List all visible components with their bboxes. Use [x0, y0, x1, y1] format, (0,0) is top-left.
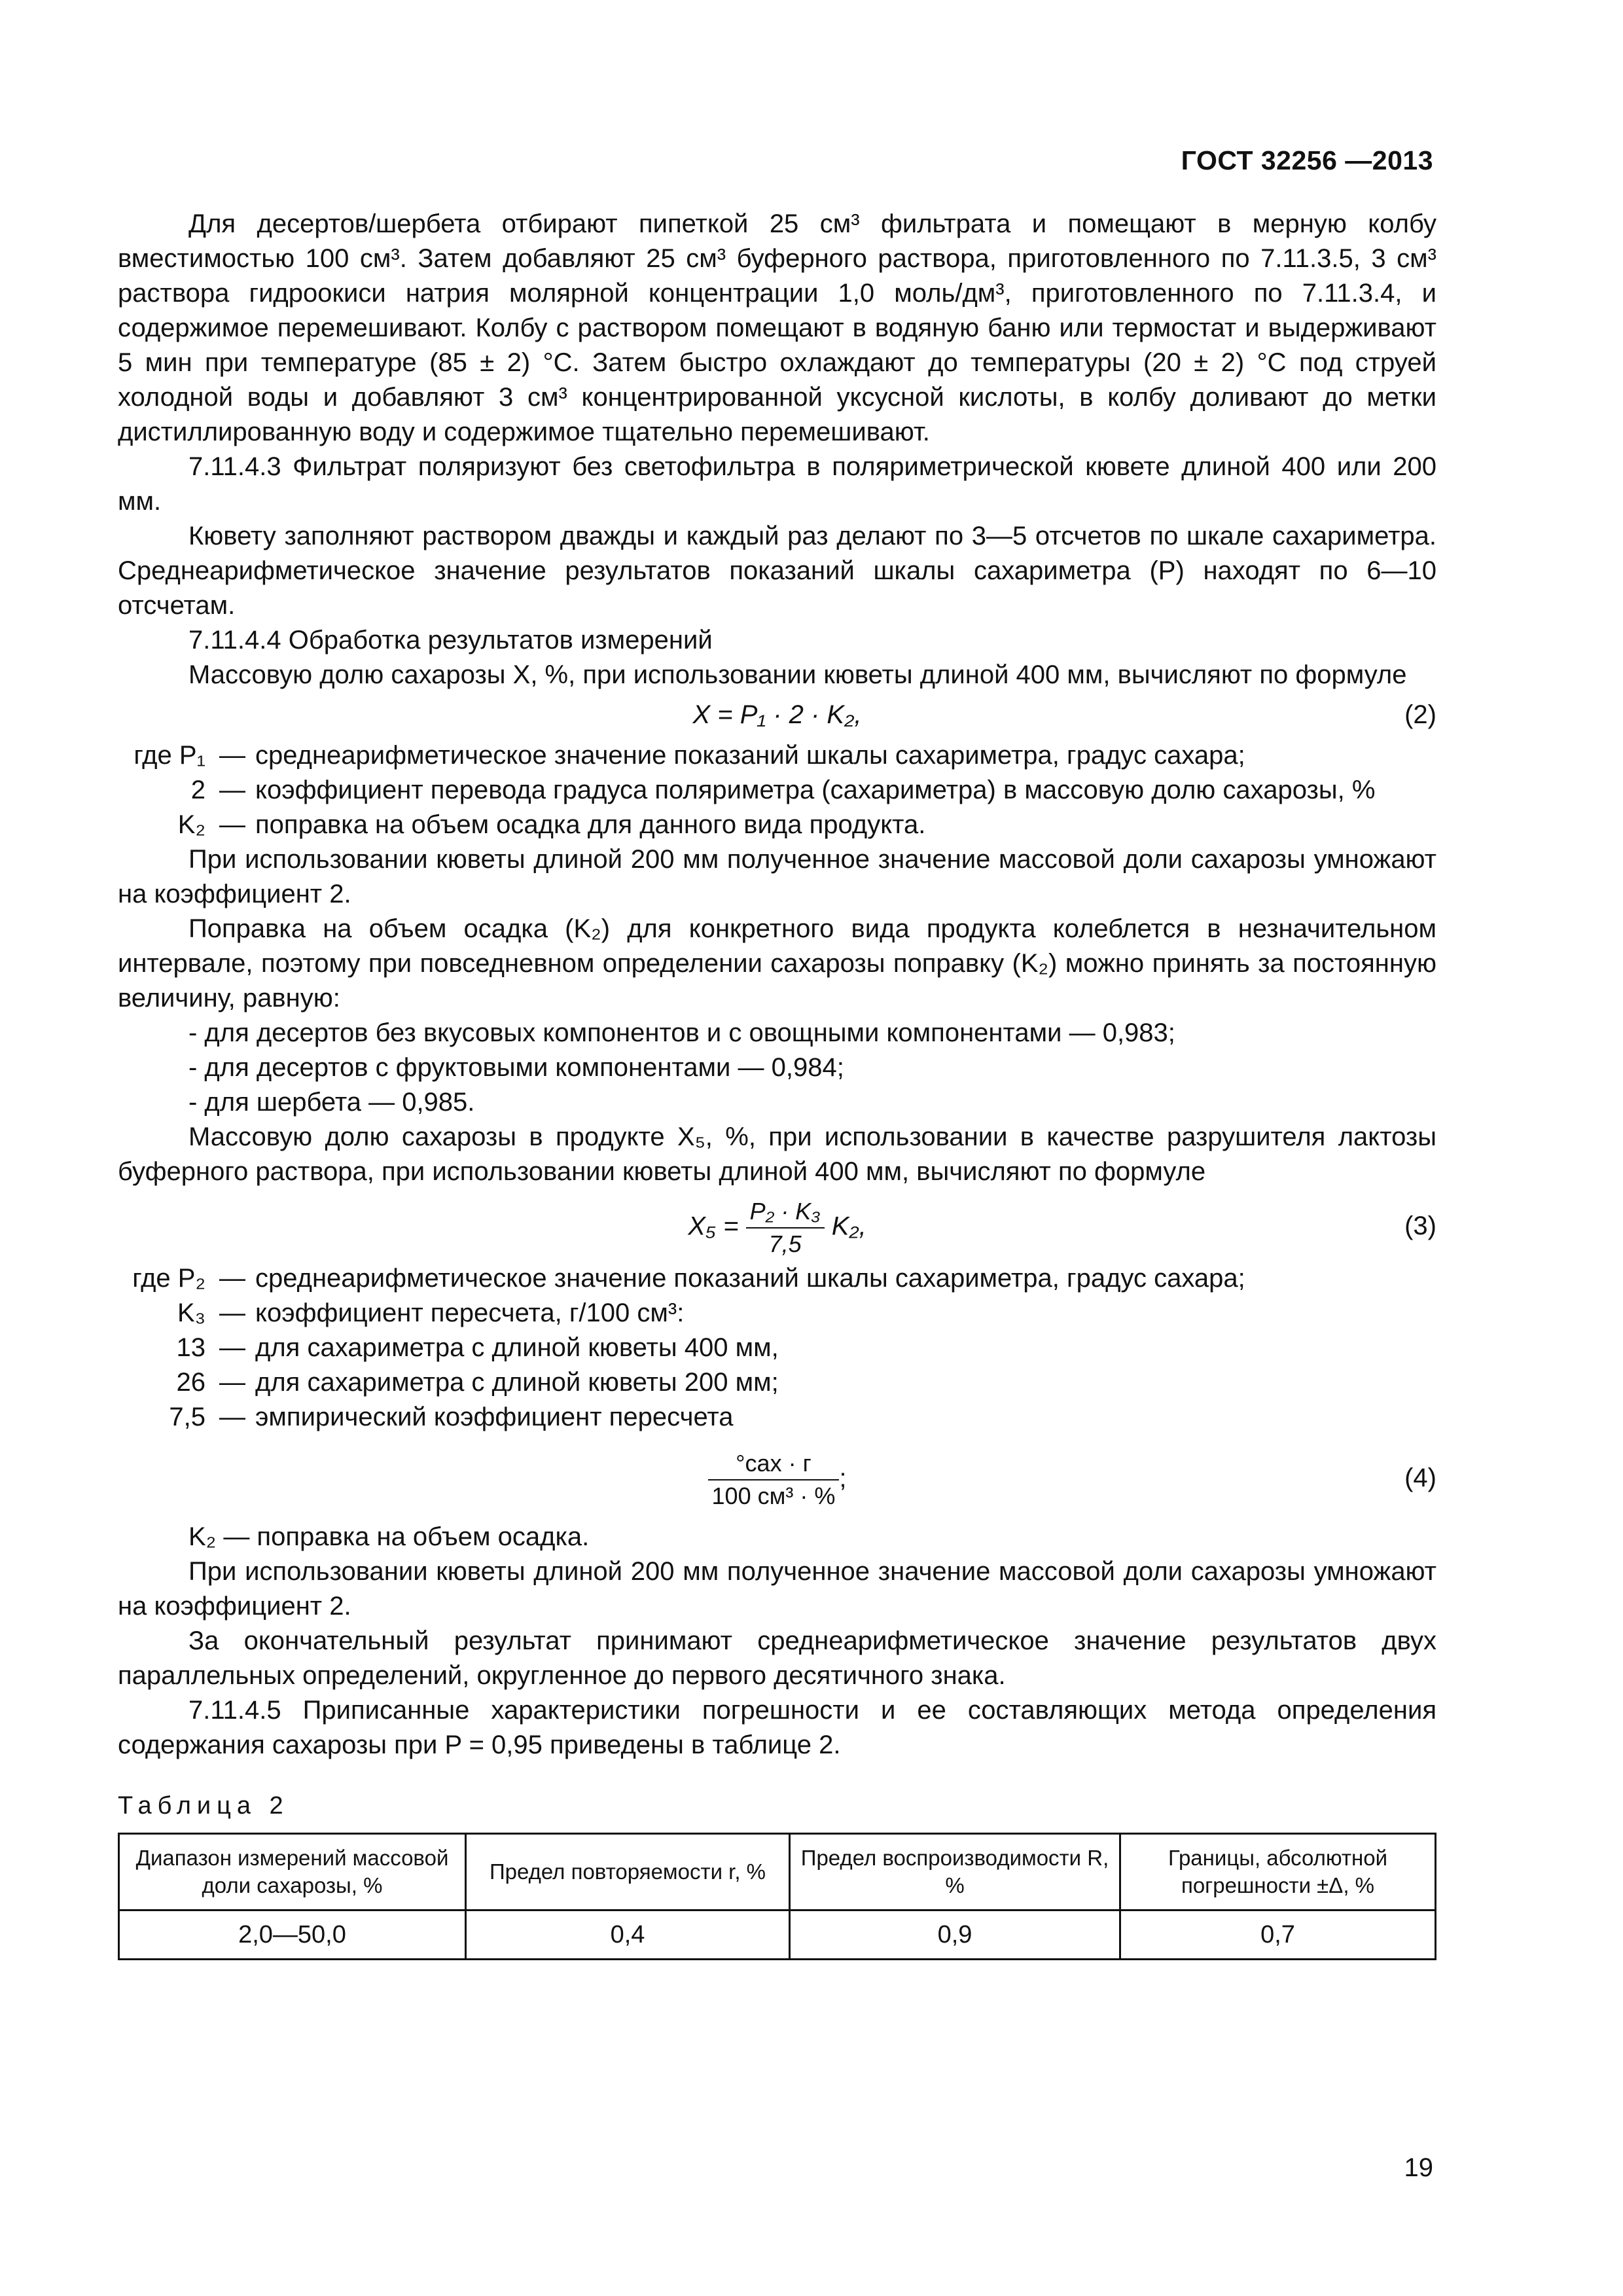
legend-text: для сахариметра с длиной кюветы 200 мм;	[255, 1368, 779, 1397]
list-item: - для десертов без вкусовых компонентов и с овощными компонентами — 0,983;	[188, 1018, 1175, 1047]
legend-dash: —	[219, 810, 245, 839]
legend-dash: —	[219, 741, 245, 770]
paragraph: 7.11.4.4 Обработка результатов измерений	[188, 626, 713, 655]
paragraph: При использовании кюветы длиной 200 мм полученное значение массовой доли сахарозы умножают на коэффициент 2.	[118, 1557, 1436, 1621]
table-cell: 0,4	[466, 1910, 790, 1960]
legend-text: среднеарифметическое значение показаний шкалы сахариметра, градус сахара;	[255, 741, 1245, 770]
legend-symbol: K₃	[177, 1299, 205, 1327]
legend-text: эмпирический коэффициент пересчета	[255, 1403, 734, 1431]
legend-symbol: где P₁	[134, 741, 205, 770]
legend-dash: —	[219, 776, 245, 804]
table-header-cell: Границы, абсолютной погрешности ±Δ, %	[1120, 1834, 1436, 1910]
legend-text: среднеарифметическое значение показаний шкалы сахариметра, градус сахара;	[255, 1264, 1245, 1293]
list-item: - для десертов с фруктовыми компонентами — 0,984;	[188, 1053, 844, 1082]
fraction-denominator: 7,5	[768, 1230, 802, 1257]
paragraph: 7.11.4.3 Фильтрат поляризуют без светофильтра в поляриметрической кювете длиной 400 или 200 мм.	[118, 452, 1436, 516]
formula-number: (2)	[1404, 700, 1436, 729]
legend-text: коэффициент перевода градуса поляриметра (сахариметра) в массовую долю сахарозы, %	[255, 776, 1376, 804]
table-cell: 0,9	[790, 1910, 1120, 1960]
legend-dash: —	[219, 1403, 245, 1431]
fraction-denominator: 100 см³ · %	[711, 1482, 836, 1509]
formula-expression: X = P₁ · 2 · K₂,	[692, 700, 862, 729]
legend-symbol: 13	[176, 1333, 205, 1362]
formula-tail: ;	[839, 1463, 847, 1493]
formula-2	[118, 692, 1436, 738]
paragraph: За окончательный результат принимают среднеарифметическое значение результатов двух параллельных определений, округленное до первого десятичного знака.	[118, 1626, 1436, 1690]
legend-dash: —	[219, 1368, 245, 1397]
data-table	[118, 1833, 1436, 1960]
paragraph: Кювету заполняют раствором дважды и каждый раз делают по 3—5 отсчетов по шкале сахариметра. Среднеарифметическое значение результатов показаний шкалы сахариметра (P) находят по 6—10 отсчетам.	[118, 522, 1436, 620]
formula-number: (4)	[1404, 1463, 1436, 1492]
table-cell: 0,7	[1120, 1910, 1436, 1960]
table-header-cell: Предел повторяемости r, %	[466, 1834, 790, 1910]
paragraph: K₂ — поправка на объем осадка.	[188, 1522, 590, 1551]
document-header: ГОСТ 32256 —2013	[1181, 145, 1433, 175]
table-row	[119, 1910, 1436, 1960]
paragraph: 7.11.4.5 Приписанные характеристики погрешности и ее составляющих метода определения содержания сахарозы при P = 0,95 приведены в таблице 2.	[118, 1696, 1436, 1759]
paragraph: Поправка на объем осадка (K₂) для конкретного вида продукта колеблется в незначительном интервале, поэтому при повседневном определении сахарозы поправку (K₂) можно принять за постоянную величину, равную:	[118, 914, 1436, 1013]
paragraph: Для десертов/шербета отбирают пипеткой 25 см³ фильтрата и помещают в мерную колбу вместимостью 100 см³. Затем добавляют 25 см³ буферного раствора, приготовленного по 7.11.3.5, 3 см³ раствора гидроокиси натрия молярной концентрации 1,0 моль/дм³, приготовленного по 7.11.3.4, и содержимое перемешивают. Колбу с раствором помещают в водяную баню или термостат и выдерживают 5 мин при температуре (85 ± 2) °С. Затем быстро охлаждают до температуры (20 ± 2) °С под струей холодной воды и добавляют 3 см³ концентрированной уксусной кислоты, в колбу доливают до метки дистиллированную воду и содержимое тщательно перемешивают.	[118, 209, 1436, 446]
fraction-numerator: P₂ · K₃	[746, 1196, 825, 1229]
table-cell: 2,0—50,0	[119, 1910, 466, 1960]
paragraph: Массовую долю сахарозы X, %, при использовании кюветы длиной 400 мм, вычисляют по формуле	[188, 660, 1407, 689]
formula-fraction	[708, 1448, 840, 1512]
table-header-cell: Предел воспроизводимости R, %	[790, 1834, 1120, 1910]
formula-number: (3)	[1404, 1211, 1436, 1240]
legend-dash: —	[219, 1299, 245, 1327]
formula-expression-wrap	[118, 1448, 1436, 1512]
table-caption: Таблица 2	[118, 1792, 289, 1820]
formula-expression-wrap	[118, 1196, 1436, 1260]
legend-symbol: K₂	[177, 810, 205, 839]
legend-dash: —	[219, 1333, 245, 1362]
paragraph: При использовании кюветы длиной 200 мм полученное значение массовой доли сахарозы умножают на коэффициент 2.	[118, 845, 1436, 908]
page-number: 19	[1404, 2153, 1433, 2182]
formula-lhs: X₅ =	[688, 1211, 739, 1241]
fraction-numerator: °сах · г	[708, 1448, 840, 1480]
formula-rhs: K₂,	[831, 1211, 866, 1241]
formula-3	[118, 1189, 1436, 1261]
table-header-row	[119, 1834, 1436, 1910]
legend-text: коэффициент пересчета, г/100 см³:	[255, 1299, 685, 1327]
formula-4	[118, 1435, 1436, 1520]
formula-3-legend	[118, 1261, 1436, 1435]
legend-symbol: 2	[190, 776, 205, 804]
legend-dash: —	[219, 1264, 245, 1293]
legend-text: для сахариметра с длиной кюветы 400 мм,	[255, 1333, 779, 1362]
formula-2-legend	[118, 738, 1436, 842]
table-header-cell: Диапазон измерений массовой доли сахарозы, %	[119, 1834, 466, 1910]
legend-symbol: 26	[176, 1368, 205, 1397]
document-body	[118, 207, 1436, 1960]
legend-text: поправка на объем осадка для данного вида продукта.	[255, 810, 926, 839]
paragraph: Массовую долю сахарозы в продукте X₅, %, при использовании в качестве разрушителя лактозы буферного раствора, при использовании кюветы длиной 400 мм, вычисляют по формуле	[118, 1122, 1436, 1186]
legend-symbol: где P₂	[132, 1264, 205, 1293]
formula-fraction	[746, 1196, 825, 1260]
legend-symbol: 7,5	[169, 1403, 205, 1431]
list-item: - для шербета — 0,985.	[188, 1088, 475, 1117]
